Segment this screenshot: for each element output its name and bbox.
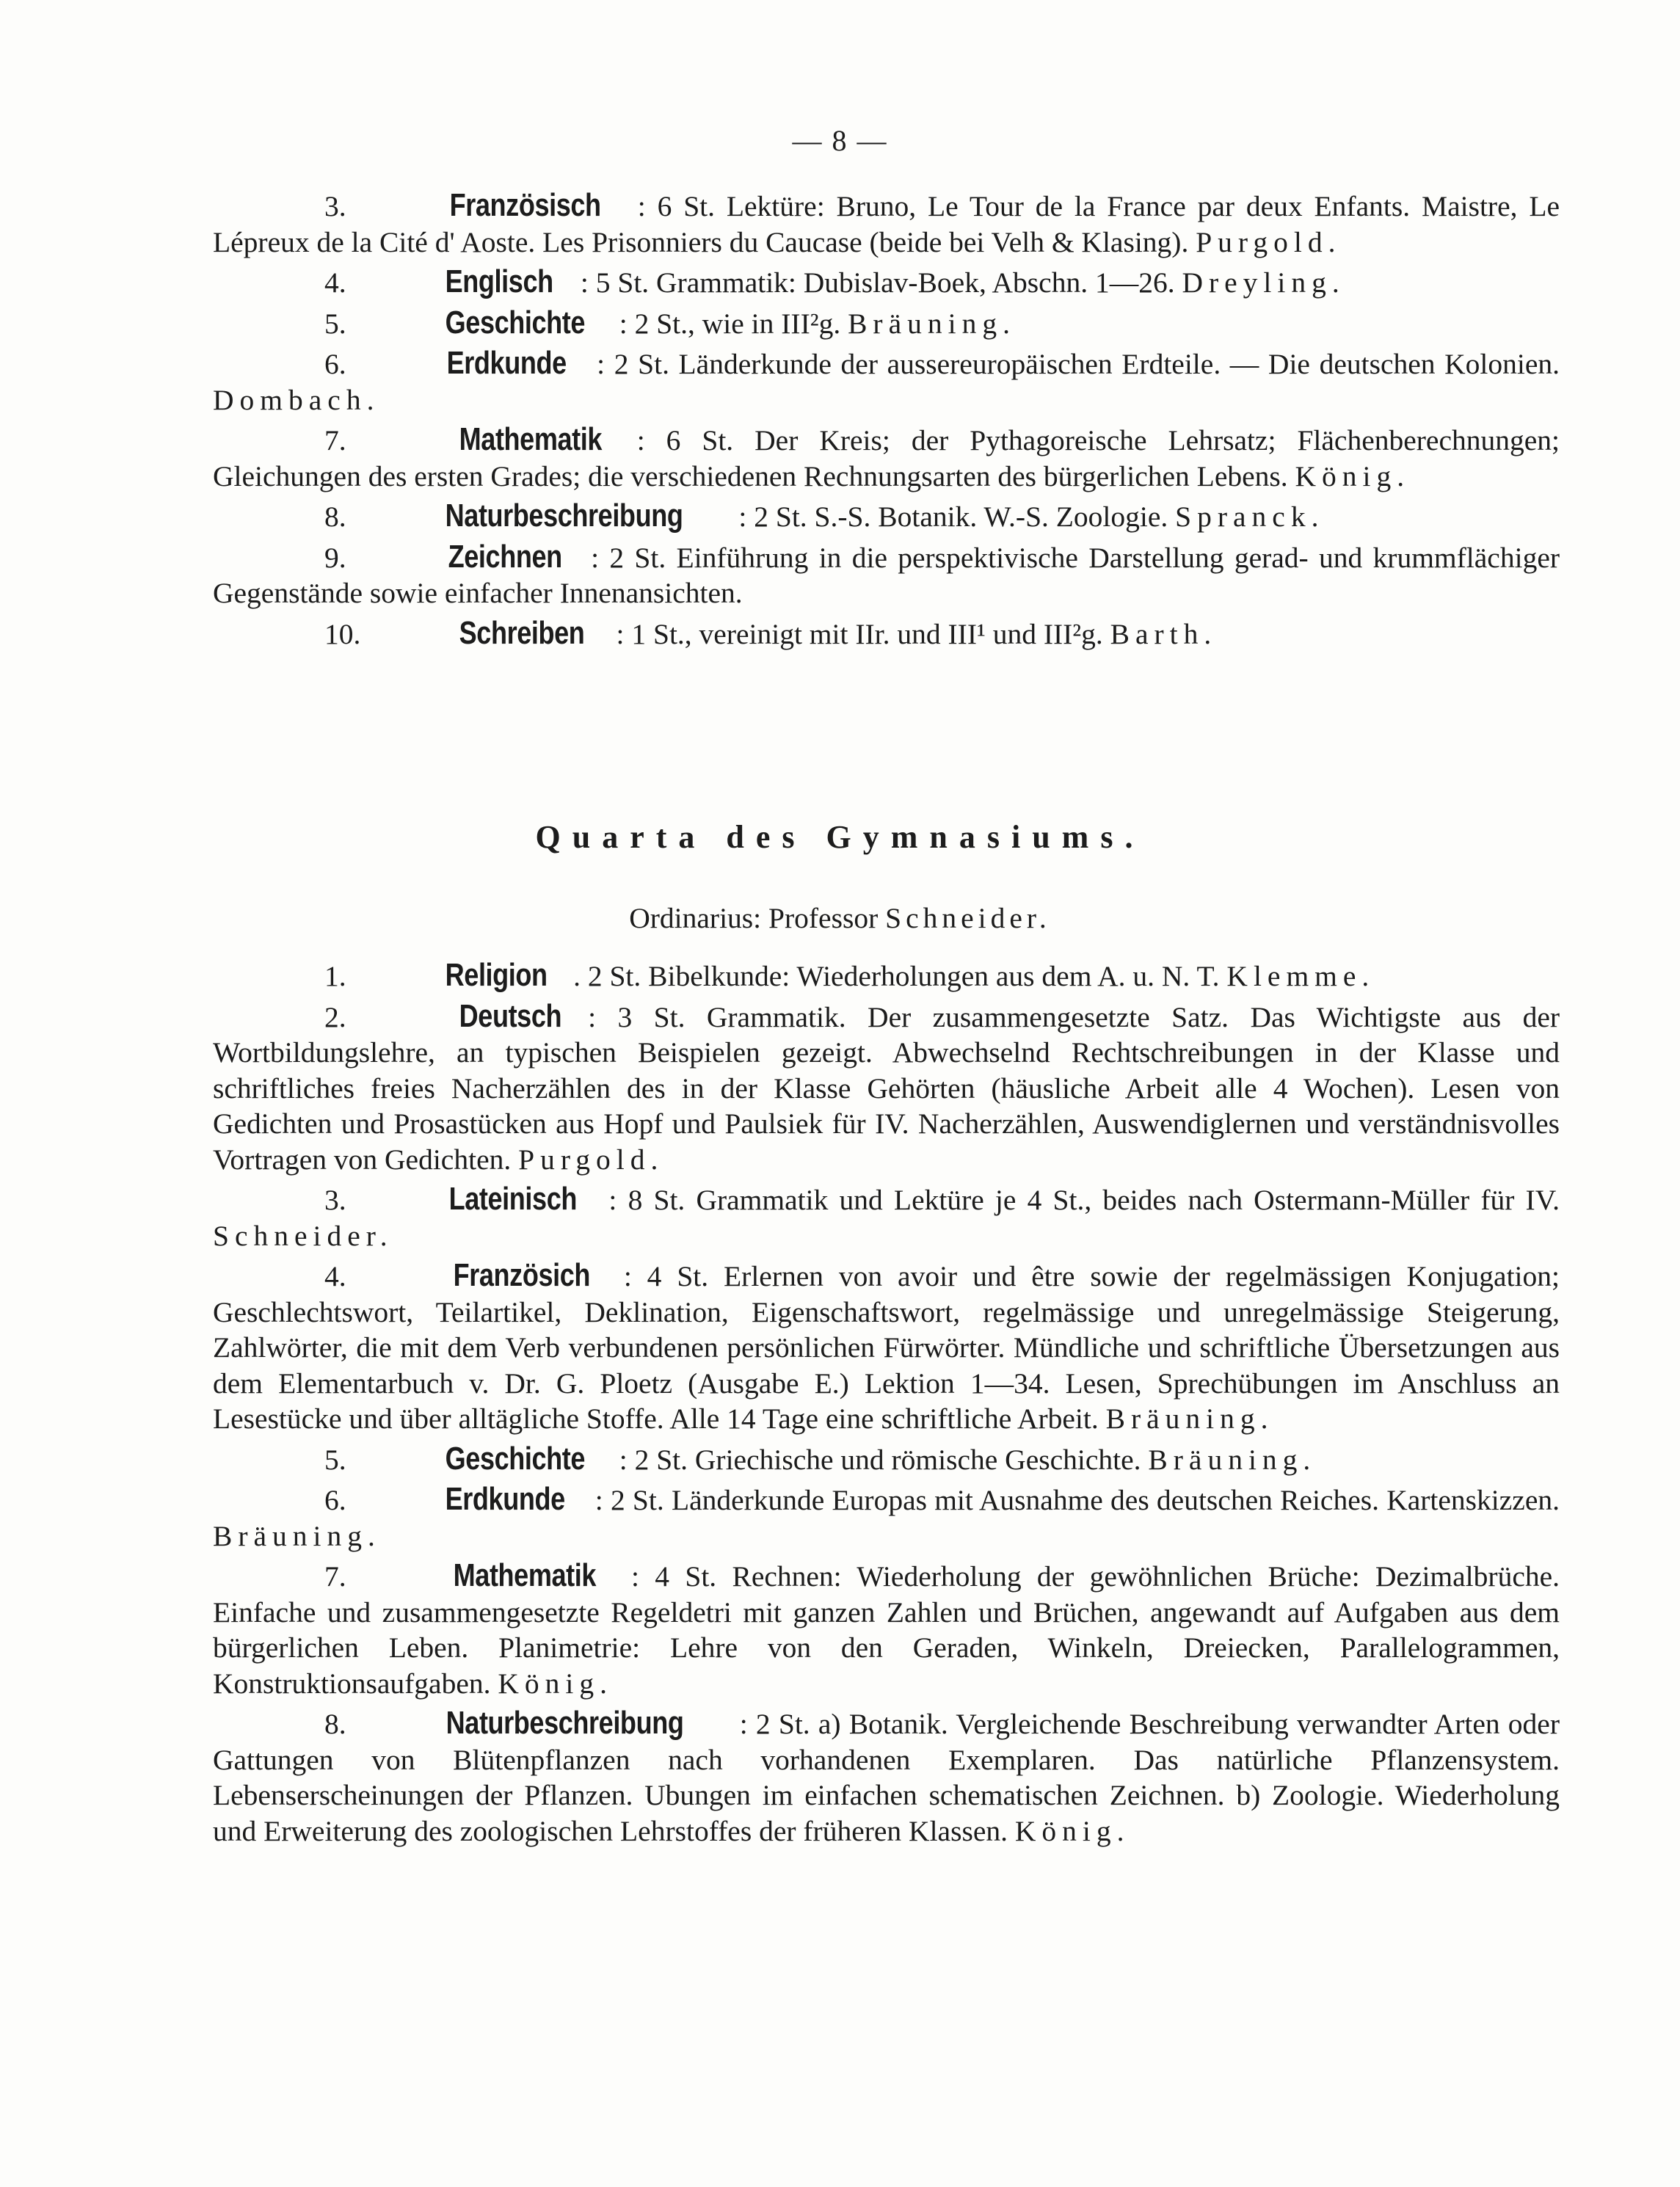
entry-text: : 6 St. Der Kreis; der Pythagoreische Lehrsatz; Flächenberechnungen; Gleichungen des ersten Grades; die verschiedenen Rechnungsarten des bürgerlichen Lebens. [213, 424, 1560, 492]
entry-mathematik: 7. Mathematik : 6 St. Der Kreis; der Pythagoreische Lehrsatz; Flächenberechnungen; Gleichungen des ersten Grades; die verschiedenen Rechnungsarten des bürgerlichen Lebens. König. [213, 421, 1560, 492]
entry-naturbeschreibung: 8. Naturbeschreibung : 2 St. S.-S. Botanik. W.-S. Zoologie. Spranck. [324, 498, 1325, 534]
teacher-name: Bräuning. [1105, 1402, 1274, 1435]
entry-text: : 2 St. Länderkunde Europas mit Ausnahme des deutschen Reiches. Kartenskizzen. [594, 1484, 1560, 1516]
section-title: Quarta des Gymnasiums. [535, 819, 1145, 855]
teacher-name: König. [498, 1667, 613, 1700]
subject-heading: Französisch [449, 187, 601, 223]
subject-heading: Erdkunde [445, 1481, 565, 1517]
entry-schreiben: 10. Schreiben : 1 St., vereinigt mit IIr. und III¹ und III²g. Barth. [324, 614, 1218, 651]
entry-text: : 2 St. Länderkunde der aussereuropäischen Erdteile. — Die deutschen Kolonien. [597, 348, 1560, 380]
entry-naturbeschreibung: 8. Naturbeschreibung : 2 St. a) Botanik. Vergleichende Beschreibung verwandter Arten oder Gattungen von Blütenpflanzen nach vorhandenen Exemplaren. Das natürliche Pflanzensystem. Lebenserscheinungen der Pflanzen. Ubungen im einfachen schematischen Zeichnen. b) Zoologie. Wiederholung und Erweiterung des zoologischen Lehrstoffes der früheren Klassen. König. [213, 1705, 1560, 1847]
subject-heading: Lateinisch [448, 1181, 577, 1217]
teacher-name: Klemme. [1226, 960, 1375, 992]
entry-text: : 8 St. Grammatik und Lektüre je 4 St., beides nach Ostermann-Müller für IV. [608, 1184, 1560, 1216]
entry-geschichte: 5. Geschichte : 2 St., wie in III²g. Bräuning. [324, 304, 1016, 341]
entry-deutsch: 2. Deutsch : 3 St. Grammatik. Der zusammengesetzte Satz. Das Wichtigste aus der Wortbildungslehre, an typischen Beispielen gezeigt. Abwechselnd Rechtschreibungen in der Klasse und schriftliches freies Nacherzählen des in der Klasse Gehörten (häusliche Arbeit alle 4 Wochen). Lesen von Gedichten und Prosastücken aus Hopf und Paulsiek für IV. Nacherzählen, Auswendiglernen und verständnisvolles Vortragen von Gedichten. Purgold. [213, 997, 1560, 1176]
entry-text: : 6 St. Lektüre: Bruno, Le Tour de la France par deux Enfants. Maistre, Le Lépreux de la Cité d' Aoste. Les Prisonniers du Caucase (beide bei Velh & Klasing). [213, 190, 1560, 258]
upper-class-curriculum [213, 188, 1560, 656]
entry-englisch: 4. Englisch : 5 St. Grammatik: Dubislav-Boek, Abschn. 1—26. Dreyling. [324, 263, 1345, 299]
teacher-name: Barth. [1110, 617, 1218, 650]
subject-heading: Naturbeschreibung [446, 1705, 684, 1741]
entry-text: : 5 St. Grammatik: Dubislav-Boek, Abschn. 1—26. [580, 266, 1175, 299]
entry-text: : 2 St. S.-S. Botanik. W.-S. Zoologie. [738, 501, 1168, 533]
subject-heading: Zeichnen [448, 538, 562, 575]
entry-franzoesisch: 4. Französich : 4 St. Erlernen von avoir und être sowie der regelmässigen Konjugation; Geschlechtswort, Teilartikel, Deklination, Eigenschaftswort, regelmässige und unregelmässige Steigerung, Zahlwörter, die mit dem Verb verbundenen persönlichen Fürwörter. Mündliche und schriftliche Übersetzungen aus dem Elementarbuch v. Dr. G. Ploetz (Ausgabe E.) Lektion 1—34. Lesen, Sprechübungen im Anschluss an Lesestücke und über alltägliche Stoffe. Alle 14 Tage eine schriftliche Arbeit. Bräuning. [213, 1257, 1560, 1435]
teacher-name: Schneider. [213, 1219, 393, 1252]
entry-geschichte: 5. Geschichte : 2 St. Griechische und römische Geschichte. Bräuning. [324, 1440, 1317, 1477]
teacher-name: Dreyling. [1182, 266, 1345, 299]
teacher-name: König. [1295, 459, 1411, 492]
ordinarius-label: Ordinarius: Professor [629, 902, 879, 934]
entry-text: : 2 St. a) Botanik. Vergleichende Beschreibung verwandter Arten oder Gattungen von Blütenpflanzen nach vorhandenen Exemplaren. Das natürliche Pflanzensystem. Lebenserscheinungen der Pflanzen. Ubungen im einfachen schematischen Zeichnen. b) Zoologie. Wiederholung und Erweiterung des zoologischen Lehrstoffes der früheren Klassen. [213, 1708, 1560, 1847]
entry-text: : 2 St., wie in III²g. [619, 307, 841, 340]
entry-text: : 1 St., vereinigt mit IIr. und III¹ und III²g. [616, 617, 1103, 650]
entry-text: . 2 St. Bibelkunde: Wiederholungen aus dem A. u. N. T. [573, 960, 1220, 992]
teacher-name: Dombach. [213, 383, 380, 416]
entry-religion: 1. Religion . 2 St. Bibelkunde: Wiederholungen aus dem A. u. N. T. Klemme. [324, 957, 1375, 993]
ordinarius-name: Schneider. [885, 902, 1051, 934]
subject-heading: Geschichte [445, 304, 585, 341]
entry-mathematik: 7. Mathematik : 4 St. Rechnen: Wiederholung der gewöhnlichen Brüche: Dezimalbrüche. Einfache und zusammengesetzte Regeldetri mit ganzen Zahlen und Brüchen, angewandt auf Aufgaben aus dem bürgerlichen Leben. Planimetrie: Lehre von den Geraden, Winkeln, Dreiecken, Parallelogrammen, Konstruktionsaufgaben. König. [213, 1557, 1560, 1700]
subject-heading: Geschichte [445, 1440, 585, 1477]
subject-heading: Mathematik [453, 1557, 596, 1593]
quarta-curriculum [213, 958, 1560, 1853]
teacher-name: Purgold. [1196, 225, 1342, 258]
entry-zeichnen: 9. Zeichnen : 2 St. Einführung in die perspektivische Darstellung gerad- und krummflächiger Gegenstände sowie einfacher Innenansichten. [213, 538, 1560, 609]
teacher-name: Bräuning. [213, 1519, 381, 1552]
entry-text: : 2 St. Einführung in die perspektivische Darstellung gerad- und krummflächiger Gegenstände sowie einfacher Innenansichten. [213, 541, 1560, 609]
entry-lateinisch: 3. Lateinisch : 8 St. Grammatik und Lektüre je 4 St., beides nach Ostermann-Müller für IV. Schneider. [213, 1181, 1560, 1252]
entry-text: : 4 St. Erlernen von avoir und être sowie der regelmässigen Konjugation; Geschlechtswort, Teilartikel, Deklination, Eigenschaftswort, regelmässige und unregelmässige Steigerung, Zahlwörter, die mit dem Verb verbundenen persönlichen Fürwörter. Mündliche und schriftliche Übersetzungen aus dem Elementarbuch v. Dr. G. Ploetz (Ausgabe E.) Lektion 1—34. Lesen, Sprechübungen im Anschluss an Lesestücke und über alltägliche Stoffe. Alle 14 Tage eine schriftliche Arbeit. [213, 1260, 1560, 1435]
entry-text: : 4 St. Rechnen: Wiederholung der gewöhnlichen Brüche: Dezimalbrüche. Einfache und zusammengesetzte Regeldetri mit ganzen Zahlen und Brüchen, angewandt auf Aufgaben aus dem bürgerlichen Leben. Planimetrie: Lehre von den Geraden, Winkeln, Dreiecken, Parallelogrammen, Konstruktionsaufgaben. [213, 1560, 1560, 1700]
entry-erdkunde: 6. Erdkunde : 2 St. Länderkunde Europas mit Ausnahme des deutschen Reiches. Kartenskizzen. Bräuning. [213, 1481, 1560, 1552]
subject-heading: Schreiben [459, 614, 585, 651]
teacher-name: Purgold. [518, 1143, 664, 1176]
entry-erdkunde: 6. Erdkunde : 2 St. Länderkunde der aussereuropäischen Erdteile. — Die deutschen Kolonien. Dombach. [213, 345, 1560, 416]
teacher-name: König. [1014, 1814, 1130, 1847]
subject-heading: Erdkunde [446, 345, 567, 381]
entry-franzoesisch: 3. Französisch : 6 St. Lektüre: Bruno, Le Tour de la France par deux Enfants. Maistre, Le Lépreux de la Cité d' Aoste. Les Prisonniers du Caucase (beide bei Velh & Klasing). Purgold. [213, 187, 1560, 258]
teacher-name: Bräuning. [848, 307, 1016, 340]
page-number: — 8 — [792, 124, 888, 157]
entry-text: : 3 St. Grammatik. Der zusammengesetzte Satz. Das Wichtigste aus der Wortbildungslehre, an typischen Beispielen gezeigt. Abwechselnd Rechtschreibungen in der Klasse und schriftliches freies Nacherzählen des in der Klasse Gehörten (häusliche Arbeit alle 4 Wochen). Lesen von Gedichten und Prosastücken aus Hopf und Paulsiek für IV. Nacherzählen, Auswendiglernen und verständnisvolles Vortragen von Gedichten. [213, 1000, 1560, 1176]
entry-text: : 2 St. Griechische und römische Geschichte. [619, 1443, 1141, 1476]
subject-heading: Englisch [445, 263, 553, 299]
subject-heading: Religion [445, 957, 548, 993]
teacher-name: Bräuning. [1148, 1443, 1317, 1476]
teacher-name: Spranck. [1175, 501, 1325, 533]
subject-heading: Deutsch [459, 997, 562, 1034]
subject-heading: Französich [453, 1257, 590, 1293]
subject-heading: Naturbeschreibung [445, 498, 683, 534]
ordinarius-line [0, 901, 1680, 935]
subject-heading: Mathematik [459, 421, 602, 457]
